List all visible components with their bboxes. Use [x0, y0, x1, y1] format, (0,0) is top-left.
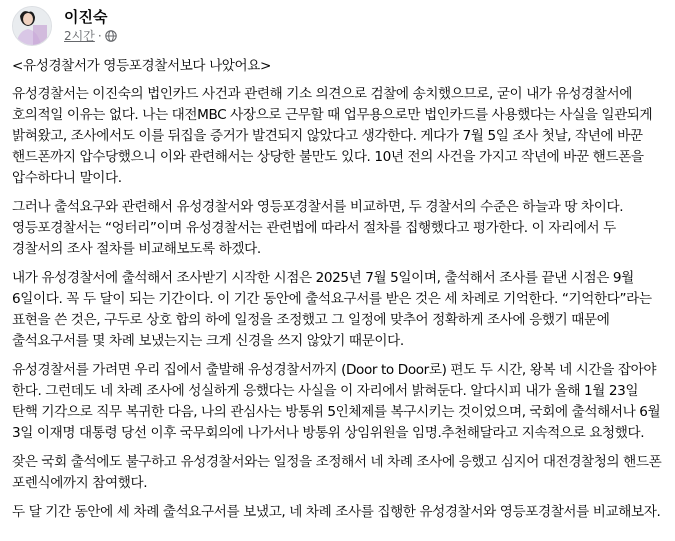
separator-dot: · — [97, 29, 102, 43]
post-meta — [64, 8, 117, 44]
post-timestamp[interactable]: 2시간 — [64, 29, 95, 43]
post-body — [12, 56, 667, 531]
post-subline — [64, 28, 117, 44]
post-paragraph: 그러나 출석요구와 관련해서 유성경찰서와 영등포경찰서를 비교하면, 두 경찰서의 수준은 하늘과 땅 차이다. 영등포경찰서는 “엉터리”이며 유성경찰서는 관련법에 따라서 절차를 집행했다고 평가한다. 이 자리에서 두 경찰서의 조사 절차를 비교해보도록 하겠다. — [12, 199, 624, 257]
author-name[interactable]: 이진숙 — [64, 8, 108, 26]
post-paragraph: 유성경찰서는 이진숙의 법인카드 사건과 관련해 기소 의견으로 검찰에 송치했으므로, 굳이 내가 유성경찰서에 호의적일 이유는 없다. 나는 대전MBC 사장으로 근무할 때 업무용으로만 법인카드를 사용했다는 사실을 일관되게 밝혀왔고, 조사에서도 이를 뒤집을 증거가 발견되지 않았다고 생각한다. 게다가 7월 5일 조사 첫날, 작년에 바꾼 핸드폰까지 압수당했으니 이와 관련해서는 상당한 불만도 있다. 10년 전의 사건을 가지고 작년에 바꾼 핸드폰을 압수하다니 말이다. — [12, 86, 653, 186]
post-paragraph: 두 달 기간 동안에 세 차례 출석요구서를 보냈고, 네 차례 조사를 집행한 유성경찰서와 영등포경찰서를 비교해보자. — [12, 504, 661, 520]
avatar[interactable] — [12, 6, 52, 46]
post-paragraph: 내가 유성경찰서에 출석해서 조사받기 시작한 시점은 2025년 7월 5일이며, 출석해서 조사를 끝낸 시점은 9월 6일이다. 꼭 두 달이 되는 기간이다. 이 기간 동안에 출석요구서를 받은 것은 세 차례로 기억한다. “기억한다”라는 표현을 쓴 것은, 구두로 상호 합의 하에 일정을 조정했고 그 일정에 맞추어 정확하게 조사에 응했기 때문에 출석요구서를 몇 차례 보냈는지는 크게 신경을 쓰지 않았기 때문이다. — [12, 270, 652, 349]
post-paragraph: 유성경찰서를 가려면 우리 집에서 출발해 유성경찰서까지 (Door to Door로) 편도 두 시간, 왕복 네 시간을 잡아야 한다. 그런데도 네 차례 조사에 성실하게 응했다는 사실을 이 자리에서 밝혀둔다. 알다시피 내가 올해 1월 23일 탄핵 기각으로 직무 복귀한 다음, 나의 관심사는 방통위 5인체제를 복구시키는 것이었으며, 국회에 출석해서나 6월 3일 이재명 대통령 당선 이후 국무회의에 나가서나 방통위 상임위원을 임명.추천해달라고 지속적으로 요청했다. — [12, 362, 661, 441]
post-headline: <유성경찰서가 영등포경찰서보다 나았어요> — [12, 58, 271, 74]
post-header — [12, 4, 117, 48]
post-paragraph: 잦은 국회 출석에도 불구하고 유성경찰서와는 일정을 조정해서 네 차례 조사에 응했고 심지어 대전경찰청의 핸드폰 포렌식에까지 참여했다. — [12, 454, 662, 491]
globe-icon[interactable] — [105, 30, 117, 42]
